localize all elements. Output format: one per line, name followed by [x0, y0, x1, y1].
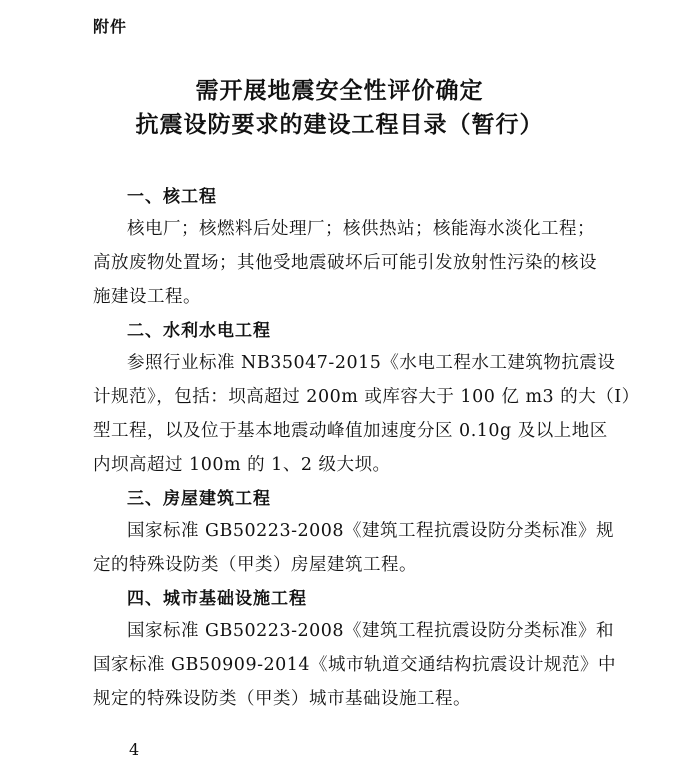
page-number: 4	[129, 740, 140, 759]
section-heading-building: 三、房屋建筑工程	[127, 489, 271, 509]
section-text-line: 高放废物处置场；其他受地震破坏后可能引发放射性污染的核设	[93, 253, 597, 273]
section-text-line: 计规范》，包括：坝高超过 200m 或库容大于 100 亿 m3 的大（I）	[93, 387, 640, 407]
attachment-label: 附件	[93, 17, 128, 36]
section-text-line: 核电厂；核燃料后处理厂；核供热站；核能海水淡化工程；	[127, 219, 595, 239]
section-text-line: 定的特殊设防类（甲类）房屋建筑工程。	[93, 555, 417, 575]
section-text-line: 施建设工程。	[93, 287, 201, 307]
section-text-line: 内坝高超过 100m 的 1、2 级大坝。	[93, 455, 391, 475]
document-title-line-1: 需开展地震安全性评价确定	[195, 77, 484, 104]
section-heading-infrastructure: 四、城市基础设施工程	[127, 589, 307, 609]
section-text-line: 参照行业标准 NB35047-2015《水电工程水工建筑物抗震设	[127, 353, 616, 373]
section-heading-hydropower: 二、水利水电工程	[127, 321, 271, 341]
section-heading-nuclear: 一、核工程	[127, 187, 217, 207]
section-text-line: 型工程，以及位于基本地震动峰值加速度分区 0.10g 及以上地区	[93, 421, 608, 441]
section-text-line: 国家标准 GB50223-2008《建筑工程抗震设防分类标准》规	[127, 521, 615, 541]
section-text-line: 规定的特殊设防类（甲类）城市基础设施工程。	[93, 689, 471, 709]
section-text-line: 国家标准 GB50909-2014《城市轨道交通结构抗震设计规范》中	[93, 655, 617, 675]
section-text-line: 国家标准 GB50223-2008《建筑工程抗震设防分类标准》和	[127, 621, 615, 641]
document-title-line-2: 抗震设防要求的建设工程目录（暂行）	[135, 111, 544, 138]
